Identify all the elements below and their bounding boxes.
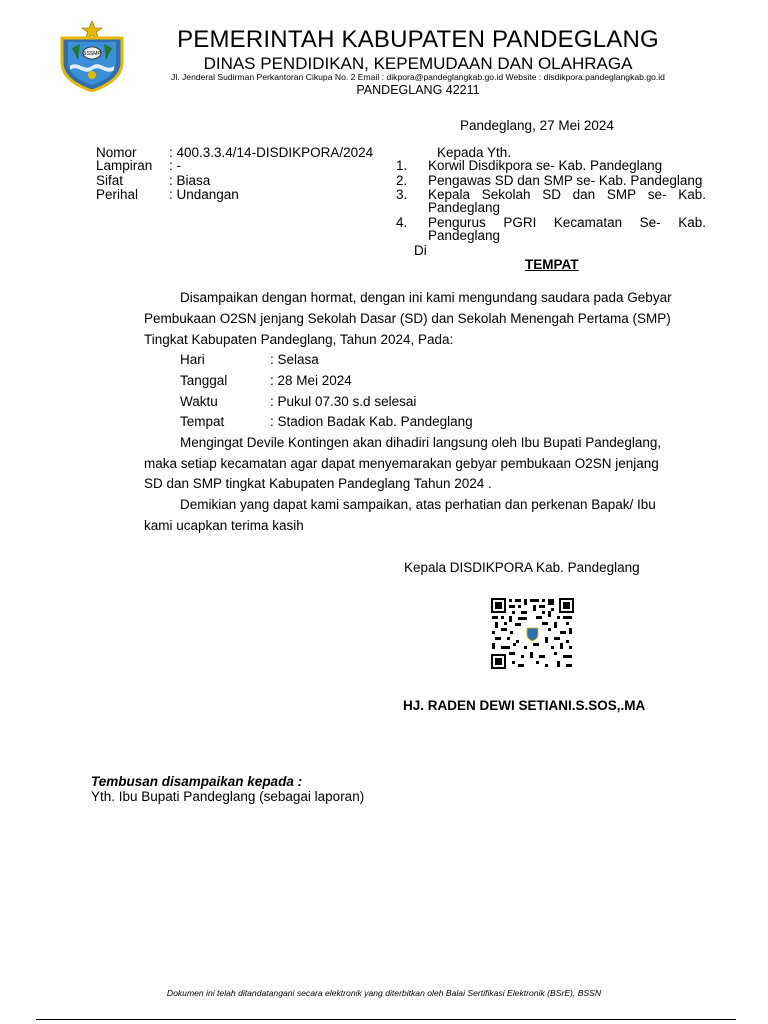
detail-label: Hari [180,352,205,367]
sifat-label: Sifat [96,173,124,188]
body-line: kami ucapkan terima kasih [144,518,304,533]
recipient-word: SMP [606,187,637,202]
recipient-number: 4. [396,215,408,230]
tempat-label: TEMPAT [525,257,579,272]
recipients-header: Kepada Yth. [437,145,512,160]
recipient-word: PGRI [503,215,537,230]
signatory-name: HJ. RADEN DEWI SETIANI.S.SOS,.MA [403,698,646,713]
recipient-line: Pandeglang [428,228,501,243]
tembusan-line: Yth. Ibu Bupati Pandeglang (sebagai laporan) [91,789,365,804]
sifat-value: : Biasa [169,173,211,188]
body-line: Demikian yang dapat kami sampaikan, atas perhatian dan perkenan Bapak/ Ibu [180,497,656,512]
footer-divider [36,1019,736,1020]
lampiran-value: : - [169,158,181,173]
recipient-line: Pandeglang [428,200,501,215]
letter-date: Pandeglang, 27 Mei 2024 [460,118,614,133]
body-line: Disampaikan dengan hormat, dengan ini kami mengundang saudara pada Gebyar [180,290,672,305]
recipient-word: Sekolah [481,187,531,202]
detail-label: Tempat [180,414,225,429]
detail-value: : Stadion Badak Kab. Pandeglang [270,414,473,429]
body-line: SD dan SMP tingkat Kabupaten Pandeglang Tahun 2024 . [144,476,492,491]
recipient-number: 2. [396,173,408,188]
qr-code-icon [490,597,575,670]
recipient-word: se- [647,187,667,202]
detail-value: : Selasa [270,352,319,367]
recipient-number: 3. [396,187,408,202]
letterhead-subtitle: DINAS PENDIDIKAN, KEPEMUDAAN DAN OLAHRAGA [203,54,633,73]
letterhead-city: PANDEGLANG 42211 [356,83,480,97]
body-line: Pembukaan O2SN jenjang Sekolah Dasar (SD) dan Sekolah Menengah Pertama (SMP) [144,311,671,326]
e-signature-footnote: Dokumen ini telah ditandatangani secara elektronik yang diterbitkan oleh Balai Sertifikasi Elektronik (BSrE), BSSN [166,988,602,998]
body-line: maka setiap kecamatan agar dapat menyemarakan gebyar pembukaan O2SN jenjang [144,456,659,471]
recipient-word: SD [542,187,561,202]
recipient-line: Pengawas SD dan SMP se- Kab. Pandeglang [428,173,703,188]
body-line: Tingkat Kabupaten Pandeglang, Tahun 2024, Pada: [144,332,454,347]
lampiran-label: Lampiran [96,158,153,173]
nomor-label: Nomor [96,145,137,160]
detail-label: Tanggal [180,373,228,388]
body-line: Mengingat Devile Kontingen akan dihadiri langsung oleh Ibu Bupati Pandeglang, [180,435,662,450]
recipient-word: Kecamatan [553,215,623,230]
detail-value: : Pukul 07.30 s.d selesai [270,394,417,409]
perihal-value: : Undangan [169,187,239,202]
perihal-label: Perihal [96,187,139,202]
tembusan-header: Tembusan disampaikan kepada : [91,774,303,789]
recipient-word: Kepala [428,187,471,202]
recipient-word: Pengurus [428,215,486,230]
detail-label: Waktu [180,394,218,409]
nomor-value: : 400.3.3.4/14-DISDIKPORA/2024 [169,145,374,160]
di-label: Di [414,243,427,258]
recipient-number: 1. [396,158,408,173]
letterhead-title: PEMERINTAH KABUPATEN PANDEGLANG [177,26,659,53]
recipient-word: Kab. [678,187,706,202]
letterhead-address: Jl. Jenderal Sudirman Perkantoran Cikupa No. 2 Email : dikpora@pandeglangkab.go.id Website : disdikpora.pandeglangkab.go.id [171,72,665,82]
detail-value: : 28 Mei 2024 [270,373,352,388]
recipient-word: Kab. [678,215,706,230]
signature-title: Kepala DISDIKPORA Kab. Pandeglang [404,560,640,575]
svg-text:SSSMP: SSSMP [83,51,101,57]
recipient-word: Se- [639,215,661,230]
recipient-line: Korwil Disdikpora se- Kab. Pandeglang [428,158,663,173]
recipient-word: dan [572,187,596,202]
